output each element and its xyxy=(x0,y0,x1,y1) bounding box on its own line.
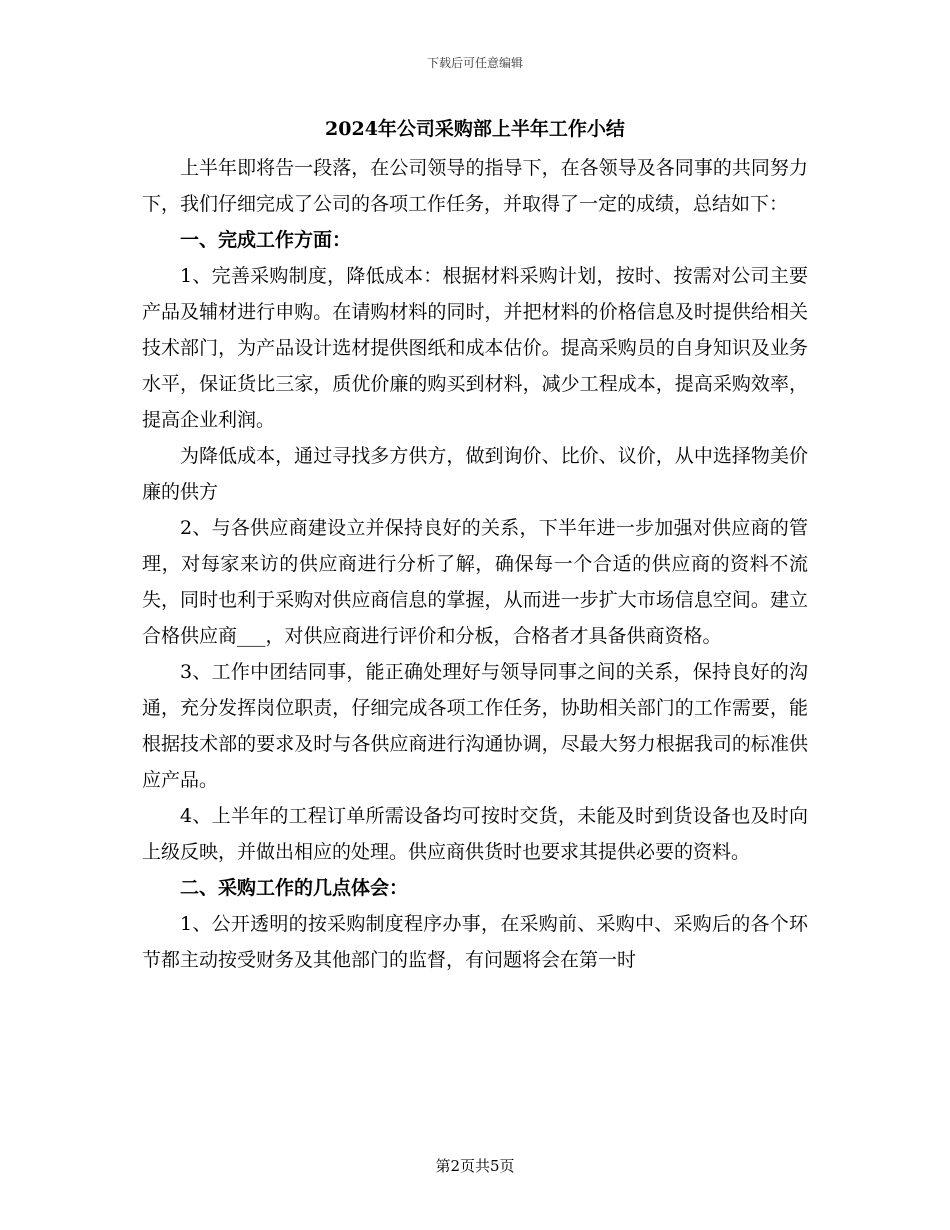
intro-paragraph: 上半年即将告一段落，在公司领导的指导下，在各领导及各同事的共同努力下，我们仔细完成了公司的各项工作任务，并取得了一定的成绩，总结如下： xyxy=(142,157,808,215)
section-heading-2: 二、采购工作的几点体会： xyxy=(180,877,409,899)
document-body xyxy=(142,112,808,978)
paragraph-s1-item1-continued: 为降低成本，通过寻找多方供方，做到询价、比价、议价，从中选择物美价廉的供方 xyxy=(142,445,808,503)
paragraph-s2-item1: 1、公开透明的按采购制度程序办事，在采购前、采购中、采购后的各个环节都主动按受财务及其他部门的监督，有问题将会在第一时 xyxy=(142,913,808,971)
paragraph-s1-item1: 1、完善采购制度，降低成本：根据材料采购计划，按时、按需对公司主要产品及辅材进行申购。在请购材料的同时，并把材料的价格信息及时提供给相关技术部门，为产品设计选材提供图纸和成本估价。提高采购员的自身知识及业务水平，保证货比三家，质优价廉的购买到材料，减少工程成本，提高采购效率，提高企业利润。 xyxy=(142,265,808,431)
page-number: 第2页共5页 xyxy=(435,1157,515,1175)
paragraph-s1-item4: 4、上半年的工程订单所需设备均可按时交货，未能及时到货设备也及时向上级反映，并做出相应的处理。供应商供货时也要求其提供必要的资料。 xyxy=(142,805,808,863)
paragraph-s1-item2: 2、与各供应商建设立并保持良好的关系，下半年进一步加强对供应商的管理，对每家来访的供应商进行分析了解，确保每一个合适的供应商的资料不流失，同时也利于采购对供应商信息的掌握，从而进一步扩大市场信息空间。建立合格供应商___，对供应商进行评价和分板，合格者才具备供商资格。 xyxy=(142,517,808,647)
document-title: 2024年公司采购部上半年工作小结 xyxy=(325,118,625,140)
paragraph-s1-item3: 3、工作中团结同事，能正确处理好与领导同事之间的关系，保持良好的沟通，充分发挥岗位职责，仔细完成各项工作任务，协助相关部门的工作需要，能根据技术部的要求及时与各供应商进行沟通协调，尽最大努力根据我司的标准供应产品。 xyxy=(142,661,808,791)
section-heading-1: 一、完成工作方面： xyxy=(180,229,352,251)
header-note: 下载后可任意编辑 xyxy=(426,56,523,70)
